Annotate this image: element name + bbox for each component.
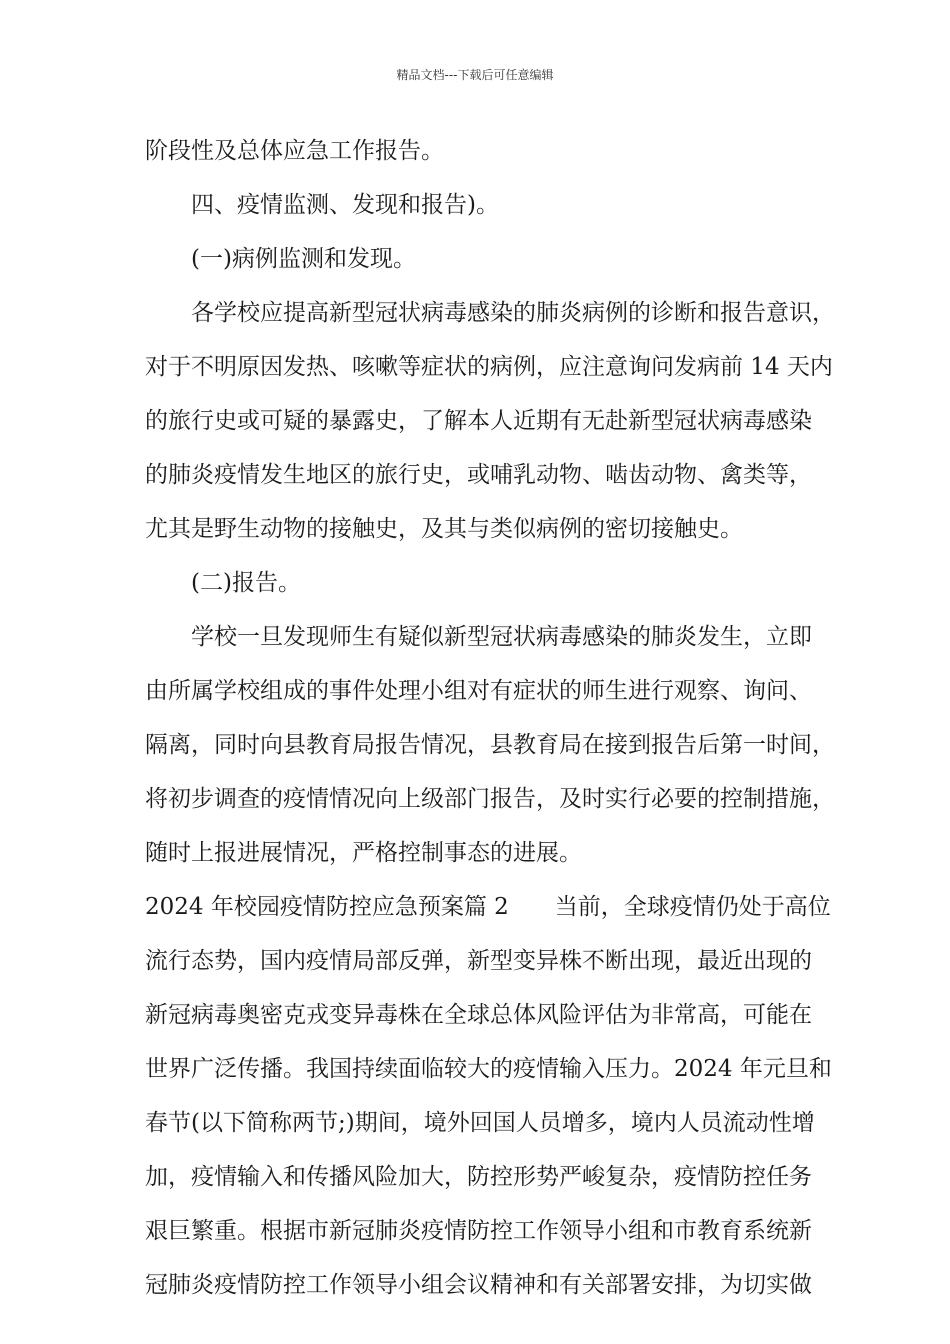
text-line-11: [145, 672, 815, 726]
document-body: [145, 132, 835, 1320]
line-text: 由所属学校组成的事件处理小组对有症状的师生进行观察、询问、: [145, 678, 812, 704]
text-line-9: [145, 564, 815, 618]
line-text: 对于不明原因发热、咳嗽等症状的病例，应注意询问发病前 14 天内: [145, 354, 833, 380]
line-text: 艰巨繁重。根据市新冠肺炎疫情防控工作领导小组和市教育系统新: [145, 1218, 812, 1244]
text-line-21: [145, 1212, 815, 1266]
text-line-10: [145, 618, 815, 672]
text-line-2: [145, 186, 815, 240]
line-text: 的旅行史或可疑的暴露史，了解本人近期有无赴新型冠状病毒感染: [145, 408, 812, 434]
text-line-6: [145, 402, 815, 456]
line-text: 学校一旦发现师生有疑似新型冠状病毒感染的肺炎发生，立即: [191, 624, 812, 650]
text-line-22: [145, 1266, 815, 1320]
line-text: 四、疫情监测、发现和报告)。: [191, 192, 499, 218]
text-line-19: [145, 1104, 815, 1158]
line-text: 冠肺炎疫情防控工作领导小组会议精神和有关部署安排，为切实做: [145, 1272, 812, 1298]
line-text: 阶段性及总体应急工作报告。: [145, 138, 444, 164]
line-text: 流行态势，国内疫情局部反弹，新型变异株不断出现，最近出现的: [145, 948, 812, 974]
line-text: (二)报告。: [191, 570, 301, 596]
page-header: 精品文档---下载后可任意编辑: [396, 68, 554, 82]
line-text: 各学校应提高新型冠状病毒感染的肺炎病例的诊断和报告意识，: [191, 300, 835, 326]
line-text: (一)病例监测和发现。: [191, 246, 416, 272]
line-text: 随时上报进展情况，严格控制事态的进展。: [145, 840, 582, 866]
text-line-18: [145, 1050, 832, 1104]
line-text: 的肺炎疫情发生地区的旅行史，或哺乳动物、啮齿动物、禽类等，: [145, 462, 812, 488]
text-line-12: [145, 726, 835, 780]
line-text: 加，疫情输入和传播风险加大，防控形势严峻复杂，疫情防控任务: [145, 1164, 812, 1190]
text-line-5: [145, 348, 833, 402]
line-text: 当前，全球疫情仍处于高位: [554, 894, 831, 920]
line-text: 隔离，同时向县教育局报告情况，县教育局在接到报告后第一时间，: [145, 732, 835, 758]
text-line-14: [145, 834, 815, 888]
text-line-17: [145, 996, 815, 1050]
text-line-15: [145, 888, 831, 942]
text-line-16: [145, 942, 815, 996]
line-text: 新冠病毒奥密克戎变异毒株在全球总体风险评估为非常高，可能在: [145, 1002, 812, 1028]
text-line-1: [145, 132, 815, 186]
text-line-20: [145, 1158, 815, 1212]
text-line-7: [145, 456, 815, 510]
line-text: 将初步调查的疫情情况向上级部门报告，及时实行必要的控制措施，: [145, 786, 835, 812]
text-line-8: [145, 510, 815, 564]
text-line-13: [145, 780, 835, 834]
section-heading: 2024 年校园疫情防控应急预案篇 2: [145, 894, 509, 920]
line-text: 春节(以下简称两节;)期间，境外回国人员增多，境内人员流动性增: [145, 1110, 815, 1136]
text-line-4: [145, 294, 835, 348]
text-line-3: [145, 240, 815, 294]
line-text: 尤其是野生动物的接触史，及其与类似病例的密切接触史。: [145, 516, 743, 542]
line-text: 世界广泛传播。我国持续面临较大的疫情输入压力。2024 年元旦和: [145, 1056, 832, 1082]
